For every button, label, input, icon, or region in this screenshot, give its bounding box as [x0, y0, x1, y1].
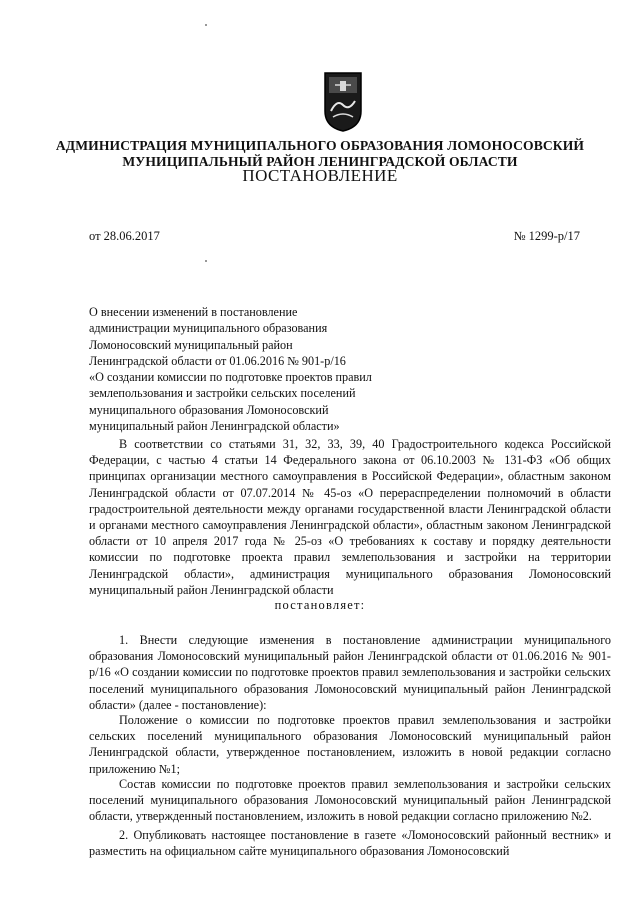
coat-of-arms-icon — [323, 71, 363, 133]
organization-title-line1: АДМИНИСТРАЦИЯ МУНИЦИПАЛЬНОГО ОБРАЗОВАНИЯ ЛОМОНОСОВСКИЙ — [55, 138, 585, 153]
decree-word: постановляет: — [274, 598, 366, 612]
preamble-paragraph: В соответствии со статьями 31, 32, 33, 39, 40 Градостроительного кодекса Российской Федерации, с частью 4 статьи 14 Федерального закона от 06.10.2003 № 131-ФЗ «Об общих принципах организации местного самоуправления в Российской Федерации», областным законом Ленинградской области от 07.07.2014 № 45-оз «О перераспределении полномочий в области градостроительной деятельности между органами государственной власти Ленинградской области и органами местного самоуправления Ленинградской области», областным законом Ленинградской области от 10 апреля 2017 года № 25-оз «О требованиях к составу и порядку деятельности комиссии по подготовке проекта правил землепользования и застройки на территории Ленинградской области», администрация муниципального образования Ломоносовский муниципальный район Ленинградской области — [89, 437, 611, 597]
subject-line: Ломоносовский муниципальный район — [89, 337, 293, 352]
decree-subitem-regulation: Положение о комиссии по подготовке проектов правил землепользования и застройки сельских поселений муниципального образования Ломоносовский муниципальный район Ленинградской области, утвержденное постановлением, изложить в новой редакции согласно приложению №1; — [89, 713, 611, 776]
decree-item-1: 1. Внести следующие изменения в постановление администрации муниципального образования Ломоносовский муниципальный район Ленинградской области от 01.06.2016 № 901-р/16 «О создании комиссии по подготовке проектов правил землепользования и застройки сельских поселений муниципального образования Ломоносовский муниципальный район Ленинградской области» (далее - постановление): — [89, 633, 611, 712]
subject-line: О внесении изменений в постановление — [89, 305, 298, 319]
subject-line: муниципальный район Ленинградской области» — [89, 419, 340, 434]
subject-line: Ленинградской области от 01.06.2016 № 901-р/16 — [89, 353, 346, 368]
subject-line: «О создании комиссии по подготовке проектов правил — [89, 370, 372, 385]
subject-line: администрации муниципального образования — [89, 321, 328, 336]
decree-subitem-composition: Состав комиссии по подготовке проектов правил землепользования и застройки сельских поселений муниципального образования Ломоносовский муниципальный район Ленинградской области, утвержденный постановлением, изложить в новой редакции согласно приложению №2. — [89, 777, 611, 824]
organization-title-line2: МУНИЦИПАЛЬНЫЙ РАЙОН ЛЕНИНГРАДСКОЙ ОБЛАСТИ — [122, 154, 518, 169]
document-subject — [89, 304, 429, 434]
subject-line: землепользования и застройки сельских поселений — [89, 386, 356, 401]
document-date: от 28.06.2017 — [89, 229, 160, 243]
scan-speck — [205, 24, 207, 26]
document-type-title: ПОСТАНОВЛЕНИЕ — [242, 166, 398, 185]
subject-line: муниципального образования Ломоносовский — [89, 402, 329, 417]
document-number: № 1299-р/17 — [513, 229, 580, 243]
decree-item-2: 2. Опубликовать настоящее постановление в газете «Ломоносовский районный вестник» и разместить на официальном сайте муниципального образования Ломоносовский — [89, 828, 611, 859]
scan-speck — [205, 260, 207, 262]
